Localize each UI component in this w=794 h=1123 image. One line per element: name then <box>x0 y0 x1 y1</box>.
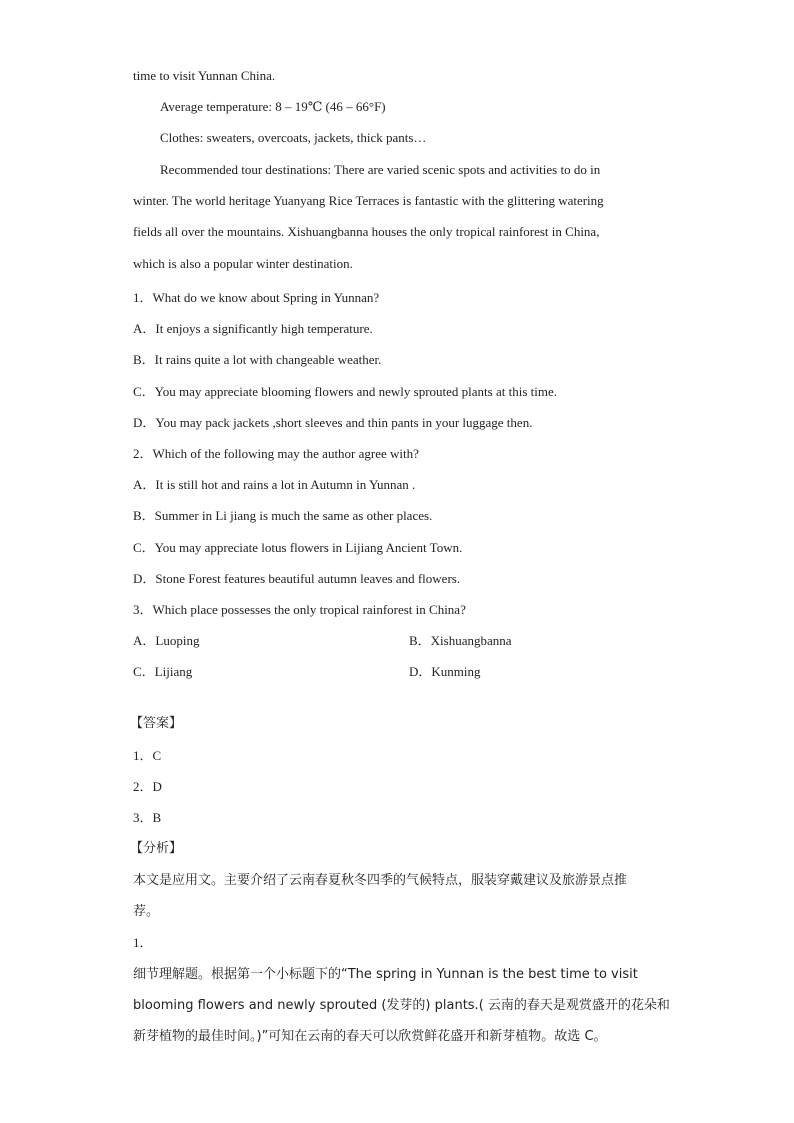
analysis-item-number: 1． <box>133 935 153 950</box>
question-option: A．It enjoys a significantly high temperature. <box>133 321 373 336</box>
analysis-detail-line: 新芽植物的最佳时间。)”可知在云南的春天可以欣赏鲜花盛开和新芽植物。故选 C。 <box>133 1029 607 1044</box>
passage-destinations-line: winter. The world heritage Yuanyang Rice Terraces is fantastic with the glittering watering <box>133 193 604 208</box>
analysis-summary-line: 荐。 <box>133 904 160 919</box>
question-stem: 3．Which place possesses the only tropical rainforest in China? <box>133 602 466 617</box>
question-option: D．Stone Forest features beautiful autumn leaves and flowers. <box>133 571 461 586</box>
question-option: A．It is still hot and rains a lot in Autumn in Yunnan . <box>133 477 416 492</box>
question-option: D．Kunming <box>409 664 481 679</box>
question-option: C．You may appreciate lotus flowers in Lijiang Ancient Town. <box>133 540 463 555</box>
question-stem: 2．Which of the following may the author agree with? <box>133 446 419 461</box>
question-option: C．You may appreciate blooming flowers and newly sprouted plants at this time. <box>133 384 557 399</box>
answer-heading: 【答案】 <box>130 716 183 731</box>
question-option: A．Luoping <box>133 633 200 648</box>
passage-destinations-line: fields all over the mountains. Xishuangbanna houses the only tropical rainforest in China, <box>133 224 600 239</box>
analysis-detail-line: blooming flowers and newly sprouted (发芽的) plants.( 云南的春天是观赏盛开的花朵和 <box>133 998 670 1013</box>
analysis-detail-line: 细节理解题。根据第一个小标题下的“The spring in Yunnan is the best time to visit <box>133 967 638 982</box>
passage-temperature: Average temperature: 8 – 19℃ (46 – 66°F) <box>160 99 386 114</box>
answer-item: 3．B <box>133 810 162 825</box>
question-stem: 1．What do we know about Spring in Yunnan? <box>133 290 380 305</box>
question-option: B．Summer in Li jiang is much the same as other places. <box>133 508 433 523</box>
question-option: C．Lijiang <box>133 664 193 679</box>
analysis-summary-line: 本文是应用文。主要介绍了云南春夏秋冬四季的气候特点，服装穿戴建议及旅游景点推 <box>133 873 628 888</box>
question-option: B．Xishuangbanna <box>409 633 512 648</box>
answer-item: 1．C <box>133 748 162 763</box>
question-option: B．It rains quite a lot with changeable weather. <box>133 352 382 367</box>
passage-clothes: Clothes: sweaters, overcoats, jackets, thick pants… <box>160 130 427 145</box>
question-option: D．You may pack jackets ,short sleeves and thin pants in your luggage then. <box>133 415 533 430</box>
answer-item: 2．D <box>133 779 162 794</box>
passage-destinations-line: which is also a popular winter destination. <box>133 256 353 271</box>
passage-destinations-line: Recommended tour destinations: There are varied scenic spots and activities to do in <box>160 162 601 177</box>
analysis-heading: 【分析】 <box>130 841 183 856</box>
passage-continuation: time to visit Yunnan China. <box>133 68 276 83</box>
